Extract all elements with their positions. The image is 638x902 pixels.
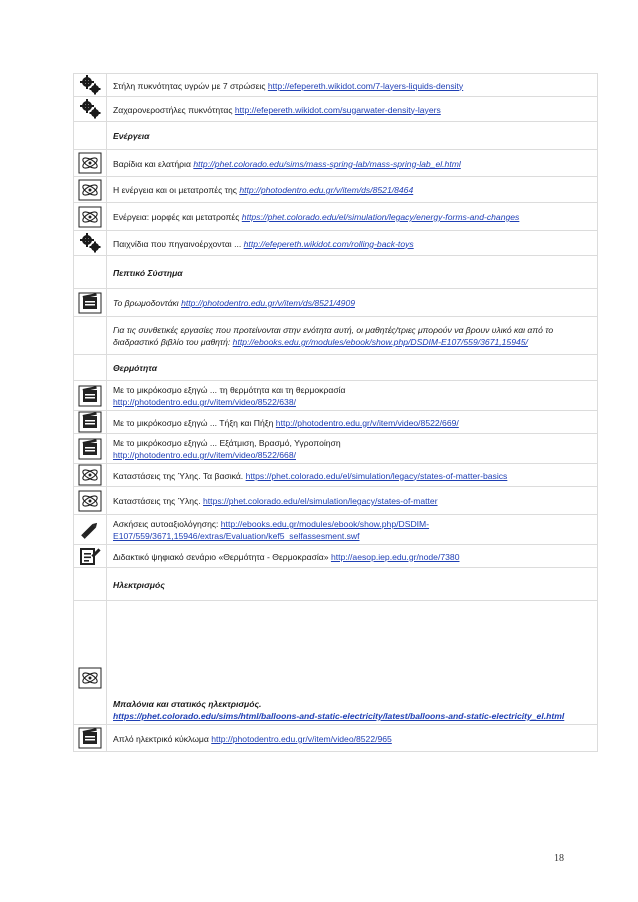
resource-link[interactable]: http://efepereth.wikidot.com/7-layers-liquids-density	[267, 80, 464, 91]
resource-entry	[107, 289, 598, 317]
resource-entry	[107, 601, 598, 725]
table-row	[74, 74, 598, 97]
icon-cell	[74, 568, 107, 601]
section-heading-cell	[107, 568, 598, 601]
table-row	[74, 568, 598, 601]
resource-description: Διδακτικό ψηφιακό σενάριο «Θερμότητα - Θερμοκρασία»	[113, 551, 331, 562]
table-row	[74, 177, 598, 203]
resource-entry	[107, 515, 598, 545]
icon-cell	[74, 122, 107, 150]
icon-cell	[74, 487, 107, 515]
table-row	[74, 317, 598, 355]
resource-entry	[107, 487, 598, 515]
table-row	[74, 434, 598, 464]
icon-cell	[74, 434, 107, 464]
resource-description: Ασκήσεις αυτοαξιολόγησης:	[113, 519, 221, 529]
resource-description: Ζαχαρονεροστήλες πυκνότητας	[113, 104, 235, 115]
simulation-icon	[78, 206, 102, 228]
table-row	[74, 289, 598, 317]
table-row	[74, 545, 598, 568]
resource-entry	[107, 177, 598, 203]
resource-description: Με το μικρόκοσμο εξηγώ ... τη θερμότητα και τη θερμοκρασία	[113, 385, 346, 395]
resource-link[interactable]: http://photodentro.edu.gr/v/item/video/8522/638/	[113, 397, 296, 407]
section-heading: Ενέργεια	[113, 131, 150, 141]
resource-description: Για τις συνθετικές εργασίες που προτείνονται στην ενότητα αυτή, οι μαθητές/τριες μπορούν να βρουν υλικό και από το διαδραστικό βιβλίο του μαθητή:	[113, 325, 554, 347]
resource-link[interactable]: http://ebooks.edu.gr/modules/ebook/show.php/DSDIM-E107/559/3671,15945/	[232, 337, 528, 347]
video-clapper-icon	[78, 411, 102, 433]
icon-cell	[74, 515, 107, 545]
table-row	[74, 150, 598, 177]
resource-description: Η ενέργεια και οι μετατροπές της	[113, 185, 240, 195]
video-clapper-icon	[78, 438, 102, 460]
resource-link[interactable]: https://phet.colorado.edu/el/simulation/legacy/states-of-matter	[203, 496, 438, 506]
icon-cell	[74, 355, 107, 381]
edit-note-icon	[78, 545, 102, 567]
simulation-icon	[78, 464, 102, 486]
icon-cell	[74, 289, 107, 317]
resource-link[interactable]: http://photodentro.edu.gr/v/item/video/8522/965	[211, 733, 392, 744]
table-row	[74, 725, 598, 752]
resource-description: Καταστάσεις της Ύλης.	[113, 496, 204, 506]
section-heading: Ηλεκτρισμός	[113, 579, 165, 590]
resource-description: Με το μικρόκοσμο εξηγώ ... Εξάτμιση, Βρασμό, Υγροποίηση	[113, 438, 341, 448]
resource-entry	[107, 97, 598, 122]
resource-entry	[107, 434, 598, 464]
table-row	[74, 411, 598, 434]
icon-cell	[74, 725, 107, 752]
resource-entry	[107, 317, 598, 355]
resource-link[interactable]: http://photodentro.edu.gr/v/item/video/8522/669/	[275, 417, 459, 428]
resource-link[interactable]: https://phet.colorado.edu/el/simulation/legacy/energy-forms-and-changes	[241, 212, 520, 222]
video-clapper-icon	[78, 385, 102, 407]
resource-description: Απλό ηλεκτρικό κύκλωμα	[113, 733, 212, 744]
resource-link[interactable]: https://phet.colorado.edu/el/simulation/legacy/states-of-matter-basics	[245, 470, 508, 481]
resource-entry	[107, 725, 598, 752]
icon-cell	[74, 231, 107, 256]
icon-cell	[74, 317, 107, 355]
table-row	[74, 487, 598, 515]
section-heading: Θερμότητα	[113, 363, 158, 373]
resource-description: Με το μικρόκοσμο εξηγώ ... Τήξη και Πήξη	[113, 417, 276, 428]
table-row	[74, 601, 598, 725]
gears-icon	[78, 74, 102, 96]
resource-link[interactable]: http://photodentro.edu.gr/v/item/ds/8521/4909	[181, 298, 355, 308]
resource-link[interactable]: http://photodentro.edu.gr/v/item/video/8522/668/	[113, 450, 296, 460]
pencil-icon	[78, 519, 102, 541]
resource-entry	[107, 381, 598, 411]
table-row	[74, 464, 598, 487]
table-row	[74, 122, 598, 150]
simulation-icon	[78, 152, 102, 174]
gears-icon	[78, 98, 102, 120]
resource-link[interactable]: http://ebooks.edu.gr/modules/ebook/show.php/DSDIM-E107/559/3671,15946/extras/Evaluation/kef5_selfassesment.swf	[113, 519, 430, 541]
table-row	[74, 355, 598, 381]
icon-cell	[74, 381, 107, 411]
resource-link[interactable]: http://efepereth.wikidot.com/rolling-back-toys	[243, 238, 414, 249]
icon-cell	[74, 203, 107, 231]
resource-table	[73, 73, 598, 752]
resource-description: Ενέργεια: μορφές και μετατροπές	[113, 212, 242, 222]
section-heading-cell	[107, 122, 598, 150]
resource-description: Παιχνίδια που πηγαινοέρχονται ...	[113, 238, 244, 249]
resource-entry	[107, 464, 598, 487]
table-row	[74, 381, 598, 411]
gears-icon	[78, 232, 102, 254]
resource-description: Καταστάσεις της Ύλης. Τα βασικά.	[113, 470, 246, 481]
resource-link[interactable]: http://aesop.iep.edu.gr/node/7380	[330, 551, 460, 562]
resource-entry	[107, 231, 598, 256]
simulation-icon	[78, 667, 102, 689]
resource-entry	[107, 74, 598, 97]
table-row	[74, 256, 598, 289]
table-row	[74, 231, 598, 256]
resource-link[interactable]: http://efepereth.wikidot.com/sugarwater-density-layers	[234, 104, 441, 115]
resource-entry	[107, 411, 598, 434]
resource-description: Μπαλόνια και στατικός ηλεκτρισμός.	[113, 699, 262, 709]
icon-cell	[74, 545, 107, 568]
table-row	[74, 515, 598, 545]
table-row	[74, 97, 598, 122]
resource-description: Βαρίδια και ελατήρια	[113, 158, 194, 169]
section-heading-cell	[107, 256, 598, 289]
table-row	[74, 203, 598, 231]
video-clapper-icon	[78, 292, 102, 314]
section-heading: Πεπτικό Σύστημα	[113, 267, 183, 278]
icon-cell	[74, 150, 107, 177]
icon-cell	[74, 464, 107, 487]
icon-cell	[74, 177, 107, 203]
resource-entry	[107, 203, 598, 231]
resource-entry	[107, 545, 598, 568]
simulation-icon	[78, 179, 102, 201]
resource-description: Στήλη πυκνότητας υγρών με 7 στρώσεις	[113, 80, 268, 91]
resource-link[interactable]: https://phet.colorado.edu/sims/html/balloons-and-static-electricity/latest/balloons-and-static-electricity_el.html	[113, 711, 565, 721]
resource-link[interactable]: http://phet.colorado.edu/sims/mass-spring-lab/mass-spring-lab_el.html	[193, 158, 461, 169]
page-number: 18	[554, 853, 564, 864]
section-heading-cell	[107, 355, 598, 381]
video-clapper-icon	[78, 727, 102, 749]
icon-cell	[74, 601, 107, 725]
simulation-icon	[78, 490, 102, 512]
icon-cell	[74, 74, 107, 97]
resource-entry	[107, 150, 598, 177]
resource-description: Το βρωμοδοντάκι	[113, 298, 182, 308]
icon-cell	[74, 97, 107, 122]
icon-cell	[74, 256, 107, 289]
resource-link[interactable]: http://photodentro.edu.gr/v/item/ds/8521/8464	[239, 185, 414, 195]
icon-cell	[74, 411, 107, 434]
